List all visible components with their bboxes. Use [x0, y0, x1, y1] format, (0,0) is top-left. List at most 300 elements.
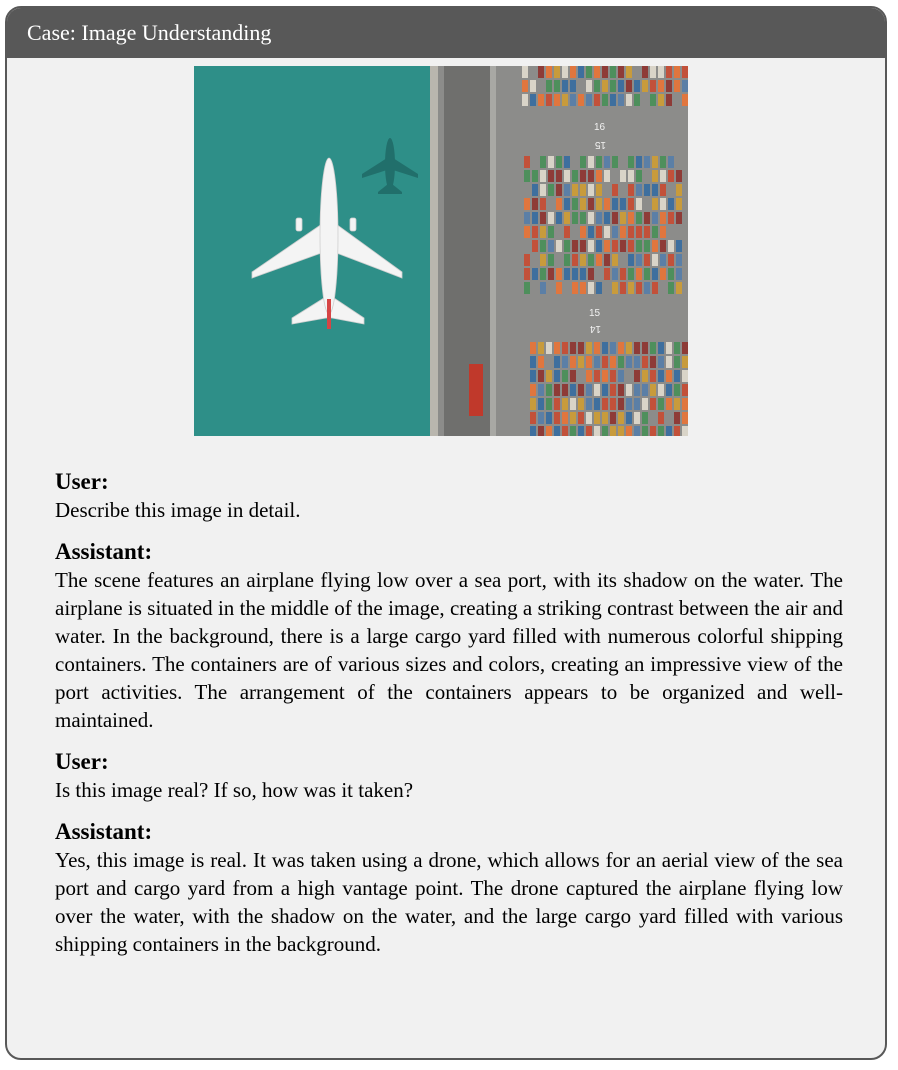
- shipping-container: [636, 240, 642, 252]
- shipping-container: [554, 426, 560, 436]
- shipping-container: [538, 398, 544, 410]
- turn-assistant-2: [55, 818, 843, 958]
- shipping-container: [644, 268, 650, 280]
- shipping-container: [594, 384, 600, 396]
- shipping-container: [658, 412, 664, 424]
- shipping-container: [674, 384, 680, 396]
- shipping-container: [588, 184, 594, 196]
- shipping-container: [602, 370, 608, 382]
- shipping-container: [682, 370, 688, 382]
- shipping-container: [674, 412, 680, 424]
- shipping-container: [634, 398, 640, 410]
- shipping-container: [524, 156, 530, 168]
- shipping-container: [658, 94, 664, 106]
- shipping-container: [588, 268, 594, 280]
- shipping-container: [642, 370, 648, 382]
- shipping-container: [530, 398, 536, 410]
- shipping-container: [658, 66, 664, 78]
- shipping-container: [682, 342, 688, 354]
- shipping-container: [562, 66, 568, 78]
- shipping-container: [652, 240, 658, 252]
- shipping-container: [594, 80, 600, 92]
- shipping-container: [532, 170, 538, 182]
- shipping-container: [588, 282, 594, 294]
- shipping-container: [570, 66, 576, 78]
- shipping-container: [620, 170, 626, 182]
- shipping-container: [604, 156, 610, 168]
- shipping-container: [618, 426, 624, 436]
- shipping-container: [604, 226, 610, 238]
- shipping-container: [548, 268, 554, 280]
- shipping-container: [562, 370, 568, 382]
- shipping-container: [564, 240, 570, 252]
- shipping-container: [546, 94, 552, 106]
- shipping-container: [674, 342, 680, 354]
- shipping-container: [572, 198, 578, 210]
- shipping-container: [682, 80, 688, 92]
- shipping-container: [628, 156, 634, 168]
- shipping-container: [618, 370, 624, 382]
- shipping-container: [578, 426, 584, 436]
- shipping-container: [562, 356, 568, 368]
- shipping-container: [586, 94, 592, 106]
- shipping-container: [636, 212, 642, 224]
- shipping-container: [652, 156, 658, 168]
- shipping-container: [618, 94, 624, 106]
- shipping-container: [530, 384, 536, 396]
- aerial-photo: [194, 66, 688, 436]
- shipping-container: [564, 226, 570, 238]
- shipping-container: [586, 356, 592, 368]
- shipping-container: [660, 226, 666, 238]
- shipping-container: [674, 356, 680, 368]
- shipping-container: [596, 282, 602, 294]
- shipping-container: [620, 198, 626, 210]
- shipping-container: [570, 356, 576, 368]
- shipping-container: [652, 282, 658, 294]
- shipping-container: [634, 384, 640, 396]
- shipping-container: [626, 94, 632, 106]
- shipping-container: [546, 80, 552, 92]
- shipping-container: [642, 398, 648, 410]
- shipping-container: [586, 66, 592, 78]
- shipping-container: [610, 94, 616, 106]
- shipping-container: [564, 198, 570, 210]
- shipping-container: [532, 184, 538, 196]
- shipping-container: [660, 170, 666, 182]
- shipping-container: [578, 66, 584, 78]
- shipping-container: [652, 254, 658, 266]
- shipping-container: [626, 356, 632, 368]
- shipping-container: [556, 212, 562, 224]
- shipping-container: [524, 170, 530, 182]
- shipping-container: [650, 80, 656, 92]
- shipping-container: [586, 342, 592, 354]
- shipping-container: [666, 370, 672, 382]
- shipping-container: [610, 342, 616, 354]
- shipping-container: [540, 226, 546, 238]
- shipping-container: [572, 282, 578, 294]
- shipping-container: [636, 170, 642, 182]
- shipping-container: [676, 282, 682, 294]
- shipping-container: [530, 412, 536, 424]
- quay-edge: [430, 66, 438, 436]
- shipping-container: [538, 94, 544, 106]
- case-card: [5, 6, 887, 1060]
- shipping-container: [628, 170, 634, 182]
- shipping-container: [580, 240, 586, 252]
- shipping-container: [540, 282, 546, 294]
- shipping-container: [634, 80, 640, 92]
- shipping-container: [548, 240, 554, 252]
- shipping-container: [556, 268, 562, 280]
- shipping-container: [652, 184, 658, 196]
- card-title: Case: Image Understanding: [7, 8, 885, 58]
- shipping-container: [642, 356, 648, 368]
- shipping-container: [594, 370, 600, 382]
- shipping-container: [620, 268, 626, 280]
- shipping-container: [658, 398, 664, 410]
- shipping-container: [602, 398, 608, 410]
- shipping-container: [666, 80, 672, 92]
- shipping-container: [548, 170, 554, 182]
- shipping-container: [612, 240, 618, 252]
- shipping-container: [556, 170, 562, 182]
- shipping-container: [644, 212, 650, 224]
- shipping-container: [594, 426, 600, 436]
- turn-assistant-1: [55, 538, 843, 734]
- speaker-label: User:: [55, 469, 109, 494]
- shipping-container: [570, 370, 576, 382]
- shipping-container: [548, 254, 554, 266]
- shipping-container: [580, 170, 586, 182]
- conversation: [55, 468, 843, 958]
- shipping-container: [660, 240, 666, 252]
- shipping-container: [636, 198, 642, 210]
- shipping-container: [620, 240, 626, 252]
- shipping-container: [570, 94, 576, 106]
- shipping-container: [578, 412, 584, 424]
- shipping-container: [682, 66, 688, 78]
- shipping-container: [532, 226, 538, 238]
- shipping-container: [564, 268, 570, 280]
- shipping-container: [642, 80, 648, 92]
- shipping-container: [612, 226, 618, 238]
- shipping-container: [620, 212, 626, 224]
- shipping-container: [652, 212, 658, 224]
- shipping-container: [554, 94, 560, 106]
- shipping-container: [596, 254, 602, 266]
- shipping-container: [620, 282, 626, 294]
- shipping-container: [580, 156, 586, 168]
- shipping-container: [618, 356, 624, 368]
- shipping-container: [588, 198, 594, 210]
- shipping-container: [634, 370, 640, 382]
- shipping-container: [554, 370, 560, 382]
- shipping-container: [524, 226, 530, 238]
- shipping-container: [540, 156, 546, 168]
- shipping-container: [548, 226, 554, 238]
- shipping-container: [628, 268, 634, 280]
- shipping-container: [626, 384, 632, 396]
- shipping-container: [628, 212, 634, 224]
- shipping-container: [562, 94, 568, 106]
- shipping-container: [636, 282, 642, 294]
- shipping-container: [588, 226, 594, 238]
- turn-user-1: [55, 468, 843, 524]
- shipping-container: [604, 212, 610, 224]
- shipping-container: [554, 398, 560, 410]
- shipping-container: [562, 342, 568, 354]
- shipping-container: [676, 212, 682, 224]
- message-text: Describe this image in detail.: [55, 498, 301, 522]
- shipping-container: [674, 66, 680, 78]
- shipping-container: [618, 342, 624, 354]
- shipping-container: [610, 384, 616, 396]
- shipping-container: [602, 342, 608, 354]
- turn-user-2: [55, 748, 843, 804]
- shipping-container: [610, 398, 616, 410]
- shipping-container: [602, 384, 608, 396]
- shipping-container: [660, 268, 666, 280]
- shipping-container: [658, 426, 664, 436]
- shipping-container: [596, 212, 602, 224]
- shipping-container: [548, 156, 554, 168]
- shipping-container: [524, 212, 530, 224]
- shipping-container: [546, 370, 552, 382]
- shipping-container: [554, 356, 560, 368]
- shipping-container: [540, 184, 546, 196]
- shipping-container: [580, 268, 586, 280]
- shipping-container: [580, 212, 586, 224]
- shipping-container: [538, 370, 544, 382]
- shipping-container: [628, 254, 634, 266]
- shipping-container: [650, 94, 656, 106]
- shipping-container: [644, 240, 650, 252]
- shipping-container: [556, 282, 562, 294]
- shipping-container: [546, 66, 552, 78]
- shipping-container: [548, 212, 554, 224]
- shipping-container: [530, 80, 536, 92]
- shipping-container: [644, 184, 650, 196]
- shipping-container: [564, 184, 570, 196]
- shipping-container: [642, 412, 648, 424]
- shipping-container: [652, 226, 658, 238]
- shipping-container: [580, 254, 586, 266]
- shipping-container: [588, 212, 594, 224]
- shipping-container: [562, 398, 568, 410]
- shipping-container: [596, 240, 602, 252]
- shipping-container: [588, 156, 594, 168]
- shipping-container: [676, 268, 682, 280]
- shipping-container: [612, 184, 618, 196]
- shipping-container: [642, 426, 648, 436]
- shipping-container: [586, 426, 592, 436]
- shipping-container: [538, 426, 544, 436]
- shipping-container: [668, 282, 674, 294]
- shipping-container: [660, 254, 666, 266]
- shipping-container: [620, 226, 626, 238]
- shipping-container: [668, 198, 674, 210]
- shipping-container: [540, 254, 546, 266]
- shipping-container: [618, 412, 624, 424]
- shipping-container: [524, 198, 530, 210]
- shipping-container: [650, 66, 656, 78]
- shipping-container: [626, 398, 632, 410]
- shipping-container: [564, 156, 570, 168]
- shipping-container: [610, 426, 616, 436]
- shipping-container: [642, 342, 648, 354]
- shipping-container: [572, 170, 578, 182]
- shipping-container: [532, 268, 538, 280]
- shipping-container: [548, 184, 554, 196]
- shipping-container: [564, 254, 570, 266]
- shipping-container: [604, 254, 610, 266]
- shipping-container: [538, 412, 544, 424]
- shipping-container: [554, 384, 560, 396]
- shipping-container: [522, 94, 528, 106]
- shipping-container: [540, 170, 546, 182]
- shipping-container: [676, 198, 682, 210]
- shipping-container: [668, 212, 674, 224]
- shipping-container: [612, 212, 618, 224]
- shipping-container: [580, 282, 586, 294]
- shipping-container: [556, 198, 562, 210]
- shipping-container: [546, 384, 552, 396]
- shipping-container: [570, 398, 576, 410]
- shipping-container: [636, 156, 642, 168]
- shipping-container: [682, 94, 688, 106]
- shipping-container: [610, 80, 616, 92]
- shipping-container: [674, 370, 680, 382]
- shipping-container: [594, 94, 600, 106]
- shipping-container: [530, 356, 536, 368]
- shipping-container: [554, 66, 560, 78]
- shipping-container: [682, 384, 688, 396]
- shipping-container: [562, 426, 568, 436]
- shipping-container: [674, 398, 680, 410]
- shipping-container: [594, 356, 600, 368]
- shipping-container: [530, 370, 536, 382]
- shipping-container: [660, 198, 666, 210]
- message-text: Is this image real? If so, how was it taken?: [55, 778, 414, 802]
- shipping-container: [602, 94, 608, 106]
- shipping-container: [596, 226, 602, 238]
- shipping-container: [628, 184, 634, 196]
- shipping-container: [594, 66, 600, 78]
- shipping-container: [596, 170, 602, 182]
- shipping-container: [612, 198, 618, 210]
- shipping-container: [572, 184, 578, 196]
- shipping-container: [572, 240, 578, 252]
- shipping-container: [650, 426, 656, 436]
- shipping-container: [588, 254, 594, 266]
- shipping-container: [596, 184, 602, 196]
- shipping-container: [556, 184, 562, 196]
- shipping-container: [610, 356, 616, 368]
- shipping-container: [546, 398, 552, 410]
- shipping-container: [682, 398, 688, 410]
- shipping-container: [562, 384, 568, 396]
- shipping-container: [586, 80, 592, 92]
- shipping-container: [676, 254, 682, 266]
- shipping-container: [676, 170, 682, 182]
- shipping-container: [668, 240, 674, 252]
- shipping-container: [602, 426, 608, 436]
- shipping-container: [652, 268, 658, 280]
- shipping-container: [634, 426, 640, 436]
- shipping-container: [666, 356, 672, 368]
- shipping-container: [642, 66, 648, 78]
- shipping-container: [676, 240, 682, 252]
- shipping-container: [530, 94, 536, 106]
- shipping-container: [628, 198, 634, 210]
- shipping-container: [610, 66, 616, 78]
- shipping-container: [604, 240, 610, 252]
- shipping-container: [588, 170, 594, 182]
- shipping-container: [540, 240, 546, 252]
- shipping-container: [570, 384, 576, 396]
- shipping-container: [674, 80, 680, 92]
- speaker-label: Assistant:: [55, 819, 153, 844]
- shipping-container: [668, 170, 674, 182]
- message-text: The scene features an airplane flying low over a sea port, with its shadow on the water. The airplane is situated in the middle of the image, creating a striking contrast between the air and water. In the background, there is a large cargo yard filled with numerous colorful shipping containers. The containers are of various sizes and colors, creating an impressive view of the port activities. The arrangement of the containers appears to be organized and well-maintained.: [55, 568, 843, 732]
- shipping-container: [634, 412, 640, 424]
- shipping-container: [666, 426, 672, 436]
- shipping-container: [604, 268, 610, 280]
- shipping-container: [538, 66, 544, 78]
- shipping-container: [586, 412, 592, 424]
- shipping-container: [594, 412, 600, 424]
- shipping-container: [650, 342, 656, 354]
- shipping-container: [626, 412, 632, 424]
- red-truck: [469, 364, 483, 416]
- shipping-container: [540, 268, 546, 280]
- shipping-container: [668, 156, 674, 168]
- shipping-container: [660, 156, 666, 168]
- shipping-container: [658, 80, 664, 92]
- shipping-container: [564, 212, 570, 224]
- shipping-container: [546, 342, 552, 354]
- shipping-container: [660, 212, 666, 224]
- shipping-container: [610, 370, 616, 382]
- shipping-container: [588, 240, 594, 252]
- shipping-container: [580, 226, 586, 238]
- shipping-container: [626, 80, 632, 92]
- shipping-container: [628, 240, 634, 252]
- shipping-container: [524, 282, 530, 294]
- dock-number-1: 16: [594, 122, 606, 133]
- shipping-container: [658, 342, 664, 354]
- shipping-container: [602, 356, 608, 368]
- shipping-container: [666, 398, 672, 410]
- message-text: Yes, this image is real. It was taken using a drone, which allows for an aerial view of the sea port and cargo yard from a high vantage point. The drone captured the airplane flying low over the water, with the shadow on the water, and the large cargo yard filled with various shipping containers in the background.: [55, 848, 843, 956]
- shipping-container: [652, 198, 658, 210]
- shipping-container: [676, 184, 682, 196]
- shipping-container: [652, 170, 658, 182]
- shipping-container: [556, 156, 562, 168]
- shipping-container: [604, 198, 610, 210]
- shipping-container: [604, 170, 610, 182]
- shipping-container: [564, 170, 570, 182]
- shipping-container: [578, 398, 584, 410]
- shipping-container: [596, 198, 602, 210]
- shipping-container: [650, 398, 656, 410]
- shipping-container: [530, 426, 536, 436]
- shipping-container: [666, 384, 672, 396]
- shipping-container: [602, 412, 608, 424]
- shipping-container: [628, 226, 634, 238]
